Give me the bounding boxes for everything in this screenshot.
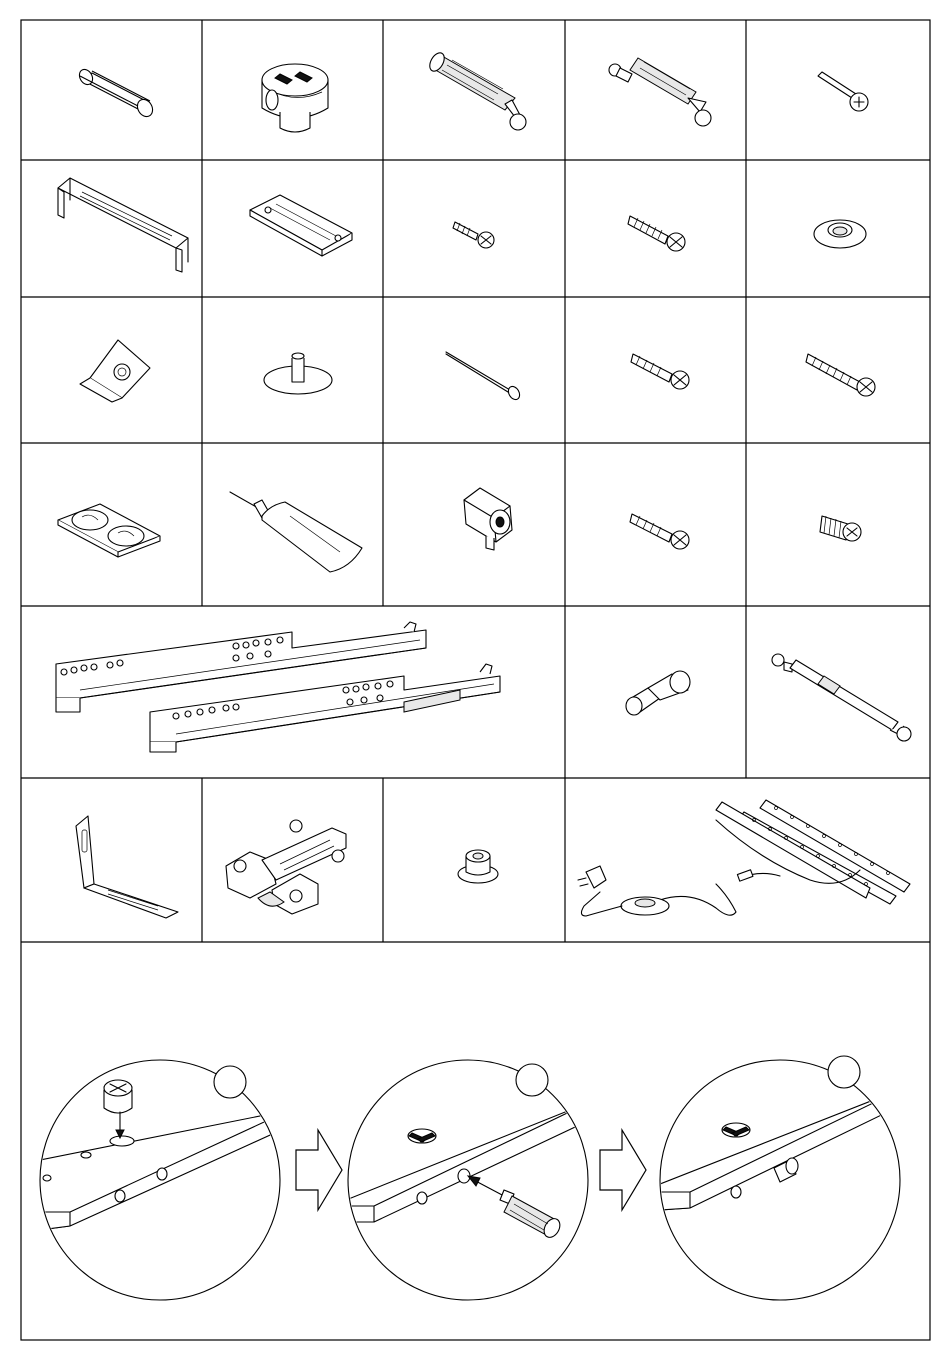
adhesive-felt-pads-part (58, 504, 160, 557)
drawer-runner-pair-part (56, 622, 500, 752)
cam-bolt-double-part (609, 58, 711, 126)
nail-part (446, 352, 522, 402)
round-dowel-insert-part (626, 671, 690, 715)
euro-screw-part (820, 516, 861, 541)
countersunk-screw-part (630, 514, 689, 549)
long-countersunk-screw-part (806, 354, 875, 396)
round-plastic-washer-part (814, 220, 866, 248)
cam-lock-nut-part (262, 64, 328, 132)
shelf-support-clip-part (464, 488, 512, 550)
hinge-mounting-plate-part (250, 195, 352, 256)
glue-tube-part (230, 492, 362, 572)
wood-screw-part (628, 216, 685, 251)
bumper-stop-part (458, 850, 498, 883)
l-bracket-part (76, 816, 178, 918)
step-arrow-1 (296, 1130, 342, 1210)
drawer-pull-handle-part (58, 178, 188, 272)
hanging-rail-with-end-caps-part (772, 654, 911, 741)
led-light-strip-kit-part (578, 800, 910, 916)
cam-bolt-long-part (427, 50, 526, 130)
assembly-step-1 (40, 1060, 290, 1300)
shelf-support-pin-part (264, 353, 332, 394)
concealed-hinge-part (226, 820, 346, 914)
assembly-step-3 (660, 1056, 904, 1300)
corner-bracket-block-part (80, 340, 150, 402)
short-wood-screw-part (453, 222, 494, 248)
step-arrow-2 (600, 1130, 646, 1210)
assembly-step-2 (346, 1060, 590, 1300)
wooden-dowel-part (77, 67, 156, 119)
pan-head-screw-part (818, 72, 868, 111)
small-countersunk-screw-part (631, 354, 689, 389)
